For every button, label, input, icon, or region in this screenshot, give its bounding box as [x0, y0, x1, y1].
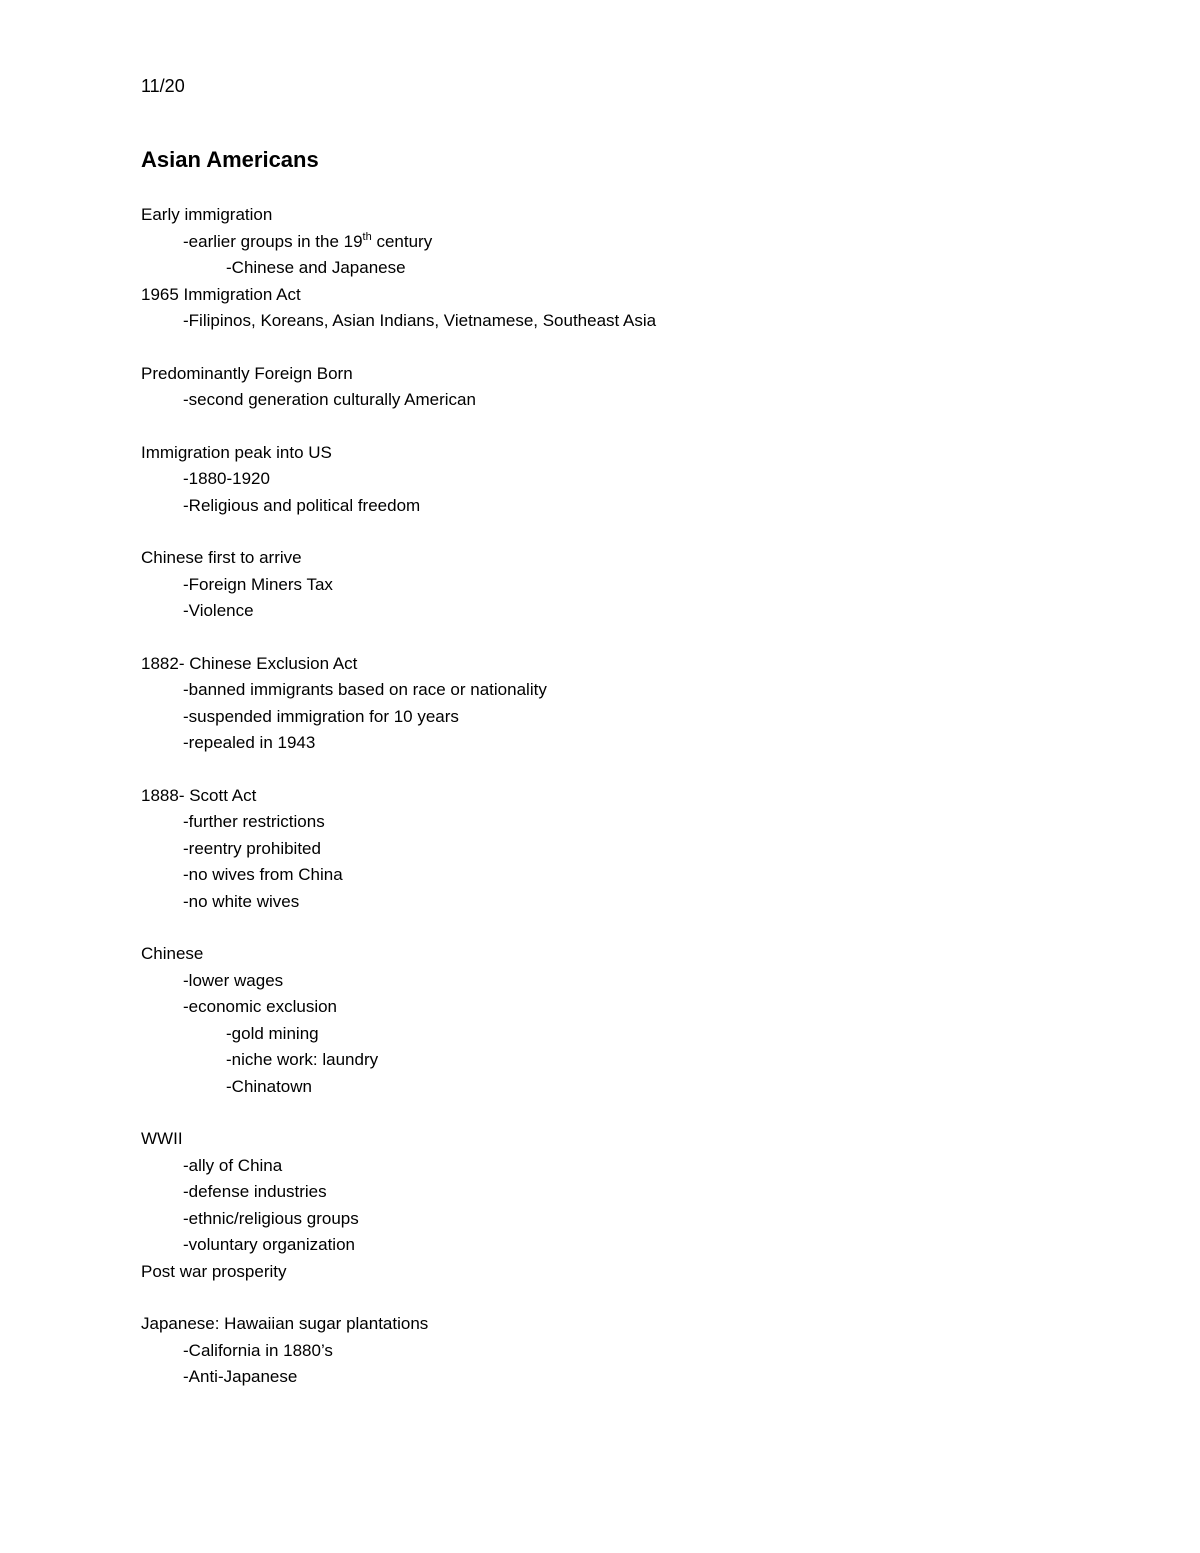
note-heading	[141, 1311, 1141, 1338]
note-text: -voluntary organization	[183, 1235, 355, 1254]
note-text: -niche work: laundry	[226, 1050, 379, 1069]
note-text: 1965 Immigration Act	[141, 284, 301, 304]
note-bullet	[141, 677, 1141, 704]
note-text: -ethnic/religious groups	[183, 1208, 359, 1228]
note-text: -ally of China	[183, 1155, 283, 1175]
note-bullet	[141, 836, 1141, 863]
note-bullet	[141, 1364, 1141, 1391]
note-text: -no wives from China	[183, 865, 343, 884]
note-text: -repealed in 1943	[183, 733, 316, 752]
note-heading	[141, 440, 1141, 467]
note-heading	[141, 941, 1141, 968]
note-text: -Filipinos, Koreans, Asian Indians, Vietnamese, Southeast Asia	[183, 311, 657, 330]
page-title: Asian Americans	[141, 147, 319, 172]
note-section	[141, 1126, 1141, 1285]
note-text: -defense industries	[183, 1182, 327, 1201]
note-bullet	[141, 704, 1141, 731]
note-text: -1880-1920	[183, 469, 270, 488]
note-text: Immigration peak into US	[141, 442, 332, 462]
note-text: -Chinese and Japanese	[226, 258, 406, 277]
section-gap	[141, 915, 1141, 941]
note-text: -gold mining	[226, 1023, 319, 1043]
section-gap	[141, 1285, 1141, 1311]
section-gap	[141, 519, 1141, 545]
note-bullet	[141, 968, 1141, 995]
note-section	[141, 941, 1141, 1100]
note-section	[141, 651, 1141, 757]
notes-body	[141, 202, 1141, 1391]
note-bullet	[141, 809, 1141, 836]
note-bullet	[141, 1338, 1141, 1365]
note-text: -Religious and political freedom	[183, 495, 421, 515]
superscript-text: th	[362, 230, 372, 243]
note-text: Early immigration	[141, 205, 273, 224]
section-gap	[141, 335, 1141, 361]
note-date: 11/20	[141, 76, 185, 96]
note-text: -Chinatown	[226, 1076, 312, 1096]
note-text: 1888- Scott Act	[141, 785, 257, 805]
note-bullet	[141, 255, 1141, 282]
note-text: -Foreign Miners Tax	[183, 574, 333, 594]
note-section	[141, 202, 1141, 335]
note-bullet	[141, 572, 1141, 599]
note-heading	[141, 1126, 1141, 1153]
note-text: -Anti-Japanese	[183, 1367, 298, 1386]
note-heading	[141, 282, 1141, 309]
note-bullet	[141, 862, 1141, 889]
note-text: 1882- Chinese Exclusion Act	[141, 653, 358, 673]
note-bullet	[141, 889, 1141, 916]
note-bullet	[141, 1153, 1141, 1180]
section-gap	[141, 1100, 1141, 1126]
note-section	[141, 361, 1141, 414]
note-bullet	[141, 1232, 1141, 1259]
note-text: -California in 1880’s	[183, 1340, 333, 1360]
note-section	[141, 1311, 1141, 1391]
note-heading	[141, 783, 1141, 810]
note-section	[141, 783, 1141, 916]
note-bullet	[141, 994, 1141, 1021]
note-heading	[141, 651, 1141, 678]
section-gap	[141, 757, 1141, 783]
note-section	[141, 545, 1141, 625]
note-heading	[141, 1259, 1141, 1286]
section-gap	[141, 414, 1141, 440]
note-bullet	[141, 466, 1141, 493]
note-bullet	[141, 229, 1141, 256]
note-text: -economic exclusion	[183, 997, 338, 1016]
note-heading	[141, 545, 1141, 572]
note-text: -earlier groups in the 19	[183, 231, 363, 251]
note-bullet	[141, 730, 1141, 757]
note-text: -suspended immigration for 10 years	[183, 706, 459, 726]
note-section	[141, 440, 1141, 520]
note-bullet	[141, 1074, 1141, 1101]
section-gap	[141, 625, 1141, 651]
note-text: Chinese	[141, 944, 204, 963]
note-bullet	[141, 308, 1141, 335]
note-text: -reentry prohibited	[183, 838, 321, 858]
note-text: Predominantly Foreign Born	[141, 363, 353, 383]
note-text: -further restrictions	[183, 812, 325, 831]
note-text: WWII	[141, 1129, 183, 1148]
note-text: -banned immigrants based on race or nationality	[183, 680, 547, 699]
note-text: -lower wages	[183, 970, 284, 990]
note-text: -no white wives	[183, 891, 300, 911]
note-heading	[141, 202, 1141, 229]
note-bullet	[141, 1047, 1141, 1074]
note-text: Japanese: Hawaiian sugar plantations	[141, 1314, 429, 1333]
note-text: Post war prosperity	[141, 1261, 287, 1281]
note-bullet	[141, 1021, 1141, 1048]
note-text-continued: century	[371, 231, 433, 251]
note-bullet	[141, 1179, 1141, 1206]
note-heading	[141, 361, 1141, 388]
note-bullet	[141, 387, 1141, 414]
note-text: Chinese first to arrive	[141, 548, 302, 567]
note-bullet	[141, 493, 1141, 520]
note-bullet	[141, 1206, 1141, 1233]
note-bullet	[141, 598, 1141, 625]
note-text: -Violence	[183, 601, 254, 620]
note-text: -second generation culturally American	[183, 390, 476, 409]
